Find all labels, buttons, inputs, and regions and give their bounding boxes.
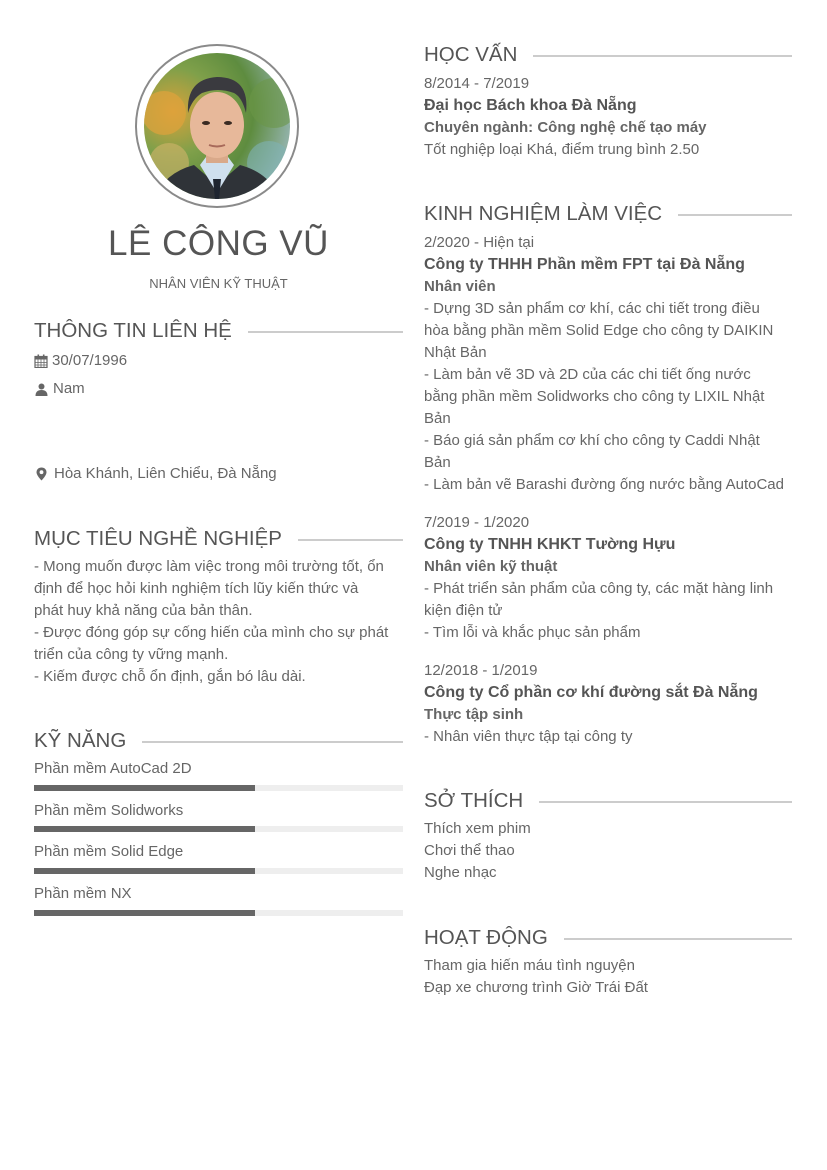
job-line: - Dựng 3D sản phẩm cơ khí, các chi tiết trong điều [424, 300, 760, 317]
job-line: kiện điện tử [424, 602, 503, 619]
objective-line: - Được đóng góp sự cống hiến của mình cho sự phát [34, 624, 389, 641]
contact-section-header [34, 317, 403, 345]
hobbies-section-header [424, 787, 792, 815]
section-divider [564, 938, 792, 940]
job-description [424, 298, 804, 496]
skill-bar-solidworks [34, 826, 403, 832]
skill-fill [34, 785, 255, 791]
hobby-item: Thích xem phim [424, 820, 531, 837]
skill-label: Phần mềm Solid Edge [34, 843, 184, 860]
objective-line: - Kiếm được chỗ ổn định, gắn bó lâu dài. [34, 668, 306, 685]
objective-line: phát huy khả năng của bản thân. [34, 602, 253, 619]
skill-bar-solid-edge [34, 868, 403, 874]
skill-label: Phần mềm NX [34, 885, 132, 902]
objective-line: - Mong muốn được làm việc trong môi trường tốt, ổn [34, 558, 384, 575]
activities-list [424, 955, 648, 999]
section-divider [298, 539, 403, 541]
job-description [424, 578, 804, 644]
section-divider [678, 214, 792, 216]
activity-item: Tham gia hiến máu tình nguyện [424, 957, 635, 974]
section-divider [539, 801, 792, 803]
job-role: Thực tập sinh [424, 706, 524, 723]
activities-section-header [424, 924, 792, 952]
contact-birthday [34, 350, 127, 372]
job-role: Nhân viên [424, 278, 496, 295]
job-company: Công ty Cổ phần cơ khí đường sắt Đà Nẵng [424, 684, 758, 701]
skill-fill [34, 868, 255, 874]
contact-address [34, 463, 277, 485]
job-line: Nhật Bản [424, 344, 487, 361]
candidate-title: NHÂN VIÊN KỸ THUẬT [149, 276, 288, 291]
hobby-item: Nghe nhạc [424, 864, 497, 881]
section-divider [142, 741, 403, 743]
contact-gender [34, 378, 85, 400]
map-marker-icon [34, 467, 48, 481]
contact-heading: THÔNG TIN LIÊN HỆ [34, 319, 232, 342]
education-section-header [424, 41, 792, 69]
job-line: hòa bằng phần mềm Solid Edge cho công ty DAIKIN [424, 322, 774, 339]
hobby-item: Chơi thể thao [424, 842, 515, 859]
profile-photo [144, 53, 290, 199]
job-company: Công ty THHH Phần mềm FPT tại Đà Nẵng [424, 256, 745, 273]
activity-item: Đạp xe chương trình Giờ Trái Đất [424, 979, 648, 996]
education-major: Chuyên ngành: Công nghệ chế tạo máy [424, 119, 707, 136]
hobbies-heading: SỞ THÍCH [424, 789, 524, 812]
job-line: - Làm bản vẽ 3D và 2D của các chi tiết ống nước [424, 366, 751, 383]
job-company: Công ty TNHH KHKT Tường Hựu [424, 536, 676, 553]
birthday-value: 30/07/1996 [52, 352, 128, 369]
job-line: - Phát triển sản phẩm của công ty, các mặt hàng linh [424, 580, 774, 597]
activities-heading: HOẠT ĐỘNG [424, 926, 548, 949]
job-role: Nhân viên kỹ thuật [424, 558, 558, 575]
section-divider [248, 331, 403, 333]
education-result: Tốt nghiệp loại Khá, điểm trung bình 2.50 [424, 141, 700, 158]
job-period: 12/2018 - 1/2019 [424, 662, 538, 679]
skills-section-header [34, 727, 403, 755]
skill-fill [34, 910, 255, 916]
user-icon [34, 382, 48, 396]
education-period: 8/2014 - 7/2019 [424, 75, 530, 92]
objective-line: triển của công ty vững mạnh. [34, 646, 229, 663]
person-portrait-icon [144, 53, 290, 199]
job-line: Bản [424, 454, 451, 471]
job-line: - Tìm lỗi và khắc phục sản phẩm [424, 624, 641, 641]
skill-label: Phần mềm AutoCad 2D [34, 760, 192, 777]
job-line: Bản [424, 410, 451, 427]
experience-heading: KINH NGHIỆM LÀM VIỆC [424, 202, 663, 225]
hobbies-list [424, 818, 531, 884]
job-period: 2/2020 - Hiện tại [424, 234, 535, 251]
job-line: - Nhân viên thực tập tại công ty [424, 728, 633, 745]
job-description [424, 726, 804, 748]
education-heading: HỌC VẤN [424, 43, 518, 66]
job-line: - Báo giá sản phẩm cơ khí cho công ty Caddi Nhật [424, 432, 760, 449]
skill-bar-nx [34, 910, 403, 916]
education-school: Đại học Bách khoa Đà Nẵng [424, 97, 637, 114]
skills-heading: KỸ NĂNG [34, 729, 127, 752]
skill-bar-autocad [34, 785, 403, 791]
objective-line: định để học hỏi kinh nghiệm tích lũy kiến thức và [34, 580, 359, 597]
experience-section-header [424, 200, 792, 228]
job-line: - Làm bản vẽ Barashi đường ống nước bằng AutoCad [424, 476, 784, 493]
section-divider [533, 55, 792, 57]
avatar [135, 44, 299, 208]
calendar-icon [34, 354, 48, 368]
objective-heading: MỤC TIÊU NGHỀ NGHIỆP [34, 527, 282, 550]
objective-text [34, 556, 414, 688]
candidate-name: LÊ CÔNG VŨ [108, 224, 329, 263]
address-value: Hòa Khánh, Liên Chiểu, Đà Nẵng [54, 465, 277, 482]
gender-value: Nam [53, 380, 85, 397]
skill-label: Phần mềm Solidworks [34, 802, 184, 819]
objective-section-header [34, 525, 403, 553]
skill-fill [34, 826, 255, 832]
job-line: bằng phần mềm Solidworks cho công ty LIXIL Nhật [424, 388, 765, 405]
job-period: 7/2019 - 1/2020 [424, 514, 530, 531]
